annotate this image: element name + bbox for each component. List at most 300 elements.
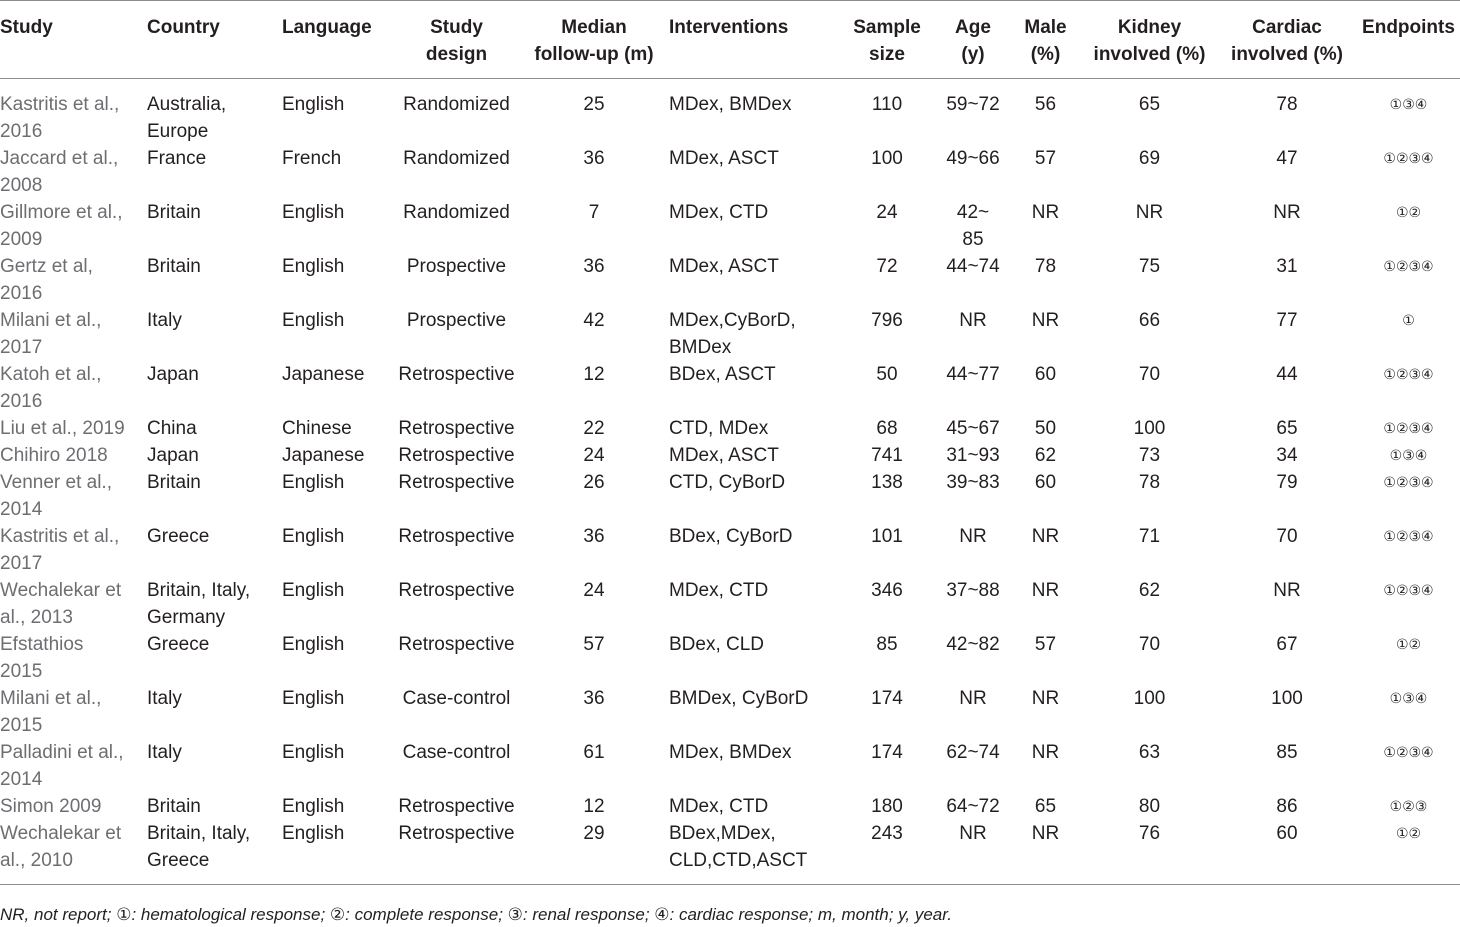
cell-age (937, 469, 1009, 523)
table-row (0, 820, 1460, 885)
cell-line: al., 2010 (0, 850, 73, 871)
cell-line: Median (561, 17, 627, 38)
cell-study-design (394, 739, 519, 793)
cell-line: Prospective (406, 310, 507, 331)
cell-line: 12 (583, 364, 605, 385)
cell-line: French (282, 148, 342, 169)
cell-cardiac-involved (1217, 469, 1357, 523)
cell-line: 36 (583, 688, 605, 709)
cell-language (282, 469, 394, 523)
cell-line: 78 (1276, 94, 1298, 115)
cell-kidney-involved (1082, 145, 1217, 199)
cell-interventions (669, 145, 837, 199)
cell-country (147, 739, 282, 793)
cell-line: 62 (1138, 580, 1161, 601)
cell-line: Australia, (147, 94, 227, 115)
cell-line: 174 (871, 742, 903, 763)
cell-line: MDex, ASCT (669, 148, 779, 169)
cell-age (937, 361, 1009, 415)
cell-line: English (282, 472, 345, 493)
cell-line: 2014 (0, 499, 43, 520)
cell-age (937, 199, 1009, 253)
cell-interventions (669, 685, 837, 739)
header-cardiac-involved (1217, 1, 1357, 79)
cell-line: 174 (871, 688, 903, 709)
table-row (0, 307, 1460, 361)
cell-study (0, 577, 147, 631)
cell-line: Britain (147, 796, 201, 817)
cell-age (937, 793, 1009, 820)
cell-line: 25 (583, 94, 605, 115)
cell-line: 2017 (0, 553, 43, 574)
cell-male (1009, 469, 1082, 523)
cell-median-follow-up (519, 469, 669, 523)
cell-male (1009, 577, 1082, 631)
cell-endpoints (1357, 577, 1460, 631)
cell-line: Milani et al., (0, 310, 102, 331)
cell-line: 796 (871, 310, 903, 331)
cell-endpoints (1357, 685, 1460, 739)
cell-study-design (394, 469, 519, 523)
cell-line: 29 (583, 823, 605, 844)
cell-line: design (425, 44, 488, 65)
cell-median-follow-up (519, 631, 669, 685)
cell-line: 42 (583, 310, 605, 331)
cell-median-follow-up (519, 199, 669, 253)
cell-kidney-involved (1082, 631, 1217, 685)
cell-line: NR (1031, 688, 1060, 709)
cell-line: Efstathios (0, 634, 84, 655)
cell-endpoints (1357, 199, 1460, 253)
cell-study (0, 793, 147, 820)
header-interventions (669, 1, 837, 79)
cell-sample-size (837, 793, 937, 820)
cell-language (282, 199, 394, 253)
cell-male (1009, 523, 1082, 577)
cell-kidney-involved (1082, 820, 1217, 885)
cell-interventions (669, 793, 837, 820)
cell-cardiac-involved (1217, 820, 1357, 885)
cell-study-design (394, 577, 519, 631)
cell-sample-size (837, 631, 937, 685)
cell-kidney-involved (1082, 469, 1217, 523)
cell-study-design (394, 253, 519, 307)
cell-line: BMDex (669, 337, 732, 358)
cell-endpoints (1357, 442, 1460, 469)
cell-male (1009, 442, 1082, 469)
cell-line: NR (1273, 202, 1301, 223)
cell-line: Europe (147, 121, 209, 142)
cell-line: 34 (1276, 445, 1298, 466)
cell-line: 36 (583, 526, 605, 547)
cell-sample-size (837, 145, 937, 199)
cell-line: Prospective (406, 256, 507, 277)
cell-line: English (282, 688, 345, 709)
table-body (0, 79, 1460, 885)
cell-line: 76 (1138, 823, 1161, 844)
cell-sample-size (837, 253, 937, 307)
cell-line: 71 (1138, 526, 1161, 547)
cell-line: 37~88 (946, 580, 1000, 601)
cell-line: BDex,MDex, (669, 823, 776, 844)
cell-line: NR (1031, 202, 1060, 223)
cell-country (147, 199, 282, 253)
cell-line: Gillmore et al., (0, 202, 123, 223)
cell-line: Retrospective (398, 634, 515, 655)
cell-study-design (394, 685, 519, 739)
cell-line: 68 (876, 418, 898, 439)
cell-interventions (669, 739, 837, 793)
cell-kidney-involved (1082, 442, 1217, 469)
cell-line: 49~66 (946, 148, 1000, 169)
cell-line: 100 (1133, 418, 1166, 439)
cell-line: MDex, BMDex (669, 742, 792, 763)
cell-line: 44~77 (946, 364, 1000, 385)
cell-male (1009, 307, 1082, 361)
cell-kidney-involved (1082, 577, 1217, 631)
cell-line: Retrospective (398, 364, 515, 385)
cell-line: NR (1031, 310, 1060, 331)
cell-study (0, 469, 147, 523)
cell-line: NR (959, 310, 987, 331)
cell-country (147, 469, 282, 523)
cell-country (147, 820, 282, 885)
cell-line: 24 (583, 445, 605, 466)
table-row (0, 469, 1460, 523)
table-row (0, 577, 1460, 631)
cell-sample-size (837, 199, 937, 253)
cell-line: 243 (871, 823, 903, 844)
cell-line: 42~ (956, 202, 990, 223)
cell-line: 7 (588, 202, 600, 223)
cell-median-follow-up (519, 79, 669, 146)
cell-line: English (282, 823, 345, 844)
cell-line: MDex, CTD (669, 796, 769, 817)
cell-language (282, 307, 394, 361)
cell-line: 24 (583, 580, 605, 601)
cell-endpoints (1357, 469, 1460, 523)
cell-median-follow-up (519, 793, 669, 820)
cell-line: Country (147, 17, 220, 38)
cell-line: Greece (147, 634, 210, 655)
cell-line: 45~67 (946, 418, 1000, 439)
cell-line: Wechalekar et (0, 823, 122, 844)
cell-line: 60 (1276, 823, 1298, 844)
cell-study (0, 739, 147, 793)
cell-line: 70 (1138, 364, 1161, 385)
table-row (0, 442, 1460, 469)
cell-study-design (394, 361, 519, 415)
cell-kidney-involved (1082, 361, 1217, 415)
cell-language (282, 361, 394, 415)
cell-line: 47 (1276, 148, 1298, 169)
cell-endpoints (1357, 523, 1460, 577)
cell-line: 26 (583, 472, 605, 493)
cell-age (937, 253, 1009, 307)
cell-line: NR (1031, 580, 1060, 601)
cell-sample-size (837, 685, 937, 739)
cell-study-design (394, 793, 519, 820)
cell-median-follow-up (519, 577, 669, 631)
cell-line: 100 (1133, 688, 1166, 709)
table-row (0, 361, 1460, 415)
cell-line: Britain (147, 256, 201, 277)
table-header (0, 1, 1460, 79)
cell-endpoints (1357, 793, 1460, 820)
cell-line: Case-control (402, 688, 511, 709)
cell-kidney-involved (1082, 253, 1217, 307)
cell-line: ①③④ (1389, 96, 1428, 112)
cell-male (1009, 793, 1082, 820)
cell-line: 2014 (0, 769, 43, 790)
cell-line: 75 (1138, 256, 1161, 277)
cell-line: Italy (147, 688, 182, 709)
cell-line: 346 (871, 580, 903, 601)
table-row (0, 145, 1460, 199)
header-country (147, 1, 282, 79)
cell-line: Retrospective (398, 445, 515, 466)
cell-kidney-involved (1082, 739, 1217, 793)
cell-line: Study (0, 17, 53, 38)
cell-line: Japanese (282, 364, 365, 385)
cell-study (0, 820, 147, 885)
cell-line: Language (282, 17, 372, 38)
cell-interventions (669, 79, 837, 146)
cell-line: ①② (1395, 825, 1422, 841)
cell-interventions (669, 523, 837, 577)
cell-median-follow-up (519, 685, 669, 739)
cell-line: 741 (871, 445, 903, 466)
cell-line: 2008 (0, 175, 43, 196)
cell-country (147, 577, 282, 631)
cell-line: 85 (962, 229, 984, 250)
cell-cardiac-involved (1217, 793, 1357, 820)
cell-male (1009, 631, 1082, 685)
cell-line: 2016 (0, 391, 43, 412)
cell-country (147, 793, 282, 820)
cell-country (147, 79, 282, 146)
cell-study-design (394, 307, 519, 361)
cell-kidney-involved (1082, 307, 1217, 361)
cell-cardiac-involved (1217, 685, 1357, 739)
cell-interventions (669, 442, 837, 469)
header-median-follow-up (519, 1, 669, 79)
cell-cardiac-involved (1217, 361, 1357, 415)
cell-line: 77 (1276, 310, 1298, 331)
cell-line: Britain (147, 472, 201, 493)
cell-study (0, 145, 147, 199)
cell-line: Chihiro 2018 (0, 445, 108, 466)
cell-study (0, 253, 147, 307)
cell-language (282, 253, 394, 307)
cell-male (1009, 199, 1082, 253)
cell-line: 138 (871, 472, 903, 493)
cell-interventions (669, 253, 837, 307)
cell-line: Britain, Italy, (147, 823, 251, 844)
cell-cardiac-involved (1217, 739, 1357, 793)
cell-country (147, 631, 282, 685)
cell-line: 69 (1138, 148, 1161, 169)
cell-line: English (282, 202, 345, 223)
cell-age (937, 415, 1009, 442)
cell-line: English (282, 256, 345, 277)
cell-line: 70 (1276, 526, 1298, 547)
cell-line: 2015 (0, 661, 43, 682)
cell-line: MDex,CyBorD, (669, 310, 796, 331)
cell-country (147, 145, 282, 199)
cell-kidney-involved (1082, 793, 1217, 820)
cell-line: Case-control (402, 742, 511, 763)
cell-line: involved (%) (1231, 44, 1343, 65)
cell-country (147, 253, 282, 307)
cell-male (1009, 79, 1082, 146)
cell-line: 64~72 (946, 796, 1000, 817)
header-age (937, 1, 1009, 79)
cell-interventions (669, 577, 837, 631)
cell-line: 85 (876, 634, 898, 655)
cell-line: 70 (1138, 634, 1161, 655)
cell-line: size (869, 44, 905, 65)
cell-study-design (394, 415, 519, 442)
cell-line: NR (1273, 580, 1301, 601)
cell-line: ①③④ (1389, 690, 1428, 706)
cell-line: Britain, Italy, (147, 580, 251, 601)
cell-line: 67 (1276, 634, 1298, 655)
cell-line: 79 (1276, 472, 1298, 493)
cell-endpoints (1357, 145, 1460, 199)
cell-cardiac-involved (1217, 307, 1357, 361)
cell-endpoints (1357, 307, 1460, 361)
cell-line: 59~72 (946, 94, 1000, 115)
header-row (0, 1, 1460, 79)
cell-line: ①② (1395, 204, 1422, 220)
cell-male (1009, 739, 1082, 793)
cell-line: ①② (1395, 636, 1422, 652)
cell-country (147, 442, 282, 469)
cell-line: 100 (1271, 688, 1303, 709)
cell-language (282, 631, 394, 685)
cell-line: Cardiac (1252, 17, 1322, 38)
cell-study (0, 442, 147, 469)
cell-endpoints (1357, 631, 1460, 685)
table-row (0, 253, 1460, 307)
cell-line: ①②③ (1389, 798, 1428, 814)
cell-line: MDex, CTD (669, 580, 769, 601)
cell-line: 31~93 (946, 445, 1000, 466)
cell-line: 60 (1034, 472, 1057, 493)
cell-sample-size (837, 739, 937, 793)
table-row (0, 739, 1460, 793)
cell-line: Randomized (403, 94, 510, 115)
cell-line: Greece (147, 526, 210, 547)
cell-line: 72 (876, 256, 898, 277)
cell-line: 50 (1034, 418, 1057, 439)
cell-line: BMDex, CyBorD (669, 688, 809, 709)
cell-line: Retrospective (398, 796, 515, 817)
cell-kidney-involved (1082, 415, 1217, 442)
cell-line: NR (1135, 202, 1164, 223)
cell-line: Study (430, 17, 483, 38)
cell-sample-size (837, 577, 937, 631)
cell-line: NR (959, 823, 987, 844)
cell-kidney-involved (1082, 199, 1217, 253)
cell-line: CLD,CTD,ASCT (669, 850, 808, 871)
cell-language (282, 820, 394, 885)
cell-male (1009, 820, 1082, 885)
cell-line: 60 (1034, 364, 1057, 385)
cell-line: 80 (1138, 796, 1161, 817)
cell-line: English (282, 742, 345, 763)
cell-line: ①②③④ (1383, 366, 1434, 382)
cell-language (282, 442, 394, 469)
cell-country (147, 415, 282, 442)
cell-male (1009, 415, 1082, 442)
cell-median-follow-up (519, 442, 669, 469)
cell-cardiac-involved (1217, 199, 1357, 253)
cell-line: CTD, CyBorD (669, 472, 786, 493)
cell-line: Retrospective (398, 418, 515, 439)
cell-interventions (669, 307, 837, 361)
cell-line: 2015 (0, 715, 43, 736)
cell-study-design (394, 820, 519, 885)
cell-line: 180 (871, 796, 903, 817)
cell-line: English (282, 526, 345, 547)
cell-median-follow-up (519, 523, 669, 577)
cell-line: Simon 2009 (0, 796, 102, 817)
cell-line: NR (1031, 526, 1060, 547)
cell-study (0, 199, 147, 253)
cell-line: 24 (876, 202, 898, 223)
cell-line: 57 (1034, 634, 1057, 655)
cell-line: involved (%) (1093, 44, 1206, 65)
cell-line: Jaccard et al., (0, 148, 119, 169)
cell-line: NR (959, 688, 987, 709)
cell-line: Japan (147, 445, 199, 466)
cell-line: Retrospective (398, 580, 515, 601)
cell-cardiac-involved (1217, 523, 1357, 577)
cell-line: 110 (871, 94, 903, 115)
cell-line: Interventions (669, 17, 789, 38)
cell-study-design (394, 199, 519, 253)
cell-line: Sample (853, 17, 921, 38)
cell-age (937, 523, 1009, 577)
cell-male (1009, 145, 1082, 199)
cell-line: MDex, CTD (669, 202, 769, 223)
cell-line: 78 (1034, 256, 1057, 277)
cell-sample-size (837, 820, 937, 885)
cell-line: 101 (871, 526, 903, 547)
cell-line: Kastritis et al., (0, 526, 120, 547)
cell-line: Liu et al., 2019 (0, 418, 125, 439)
cell-line: ①②③④ (1383, 474, 1434, 490)
cell-line: 85 (1276, 742, 1298, 763)
cell-line: ① (1402, 312, 1415, 328)
cell-kidney-involved (1082, 523, 1217, 577)
table-row (0, 415, 1460, 442)
cell-line: 63 (1138, 742, 1161, 763)
cell-line: 65 (1138, 94, 1161, 115)
cell-interventions (669, 820, 837, 885)
cell-study-design (394, 442, 519, 469)
cell-line: 73 (1138, 445, 1161, 466)
cell-line: BDex, ASCT (669, 364, 776, 385)
cell-line: Retrospective (398, 526, 515, 547)
cell-line: 65 (1276, 418, 1298, 439)
cell-cardiac-involved (1217, 415, 1357, 442)
cell-country (147, 523, 282, 577)
cell-language (282, 415, 394, 442)
cell-median-follow-up (519, 820, 669, 885)
